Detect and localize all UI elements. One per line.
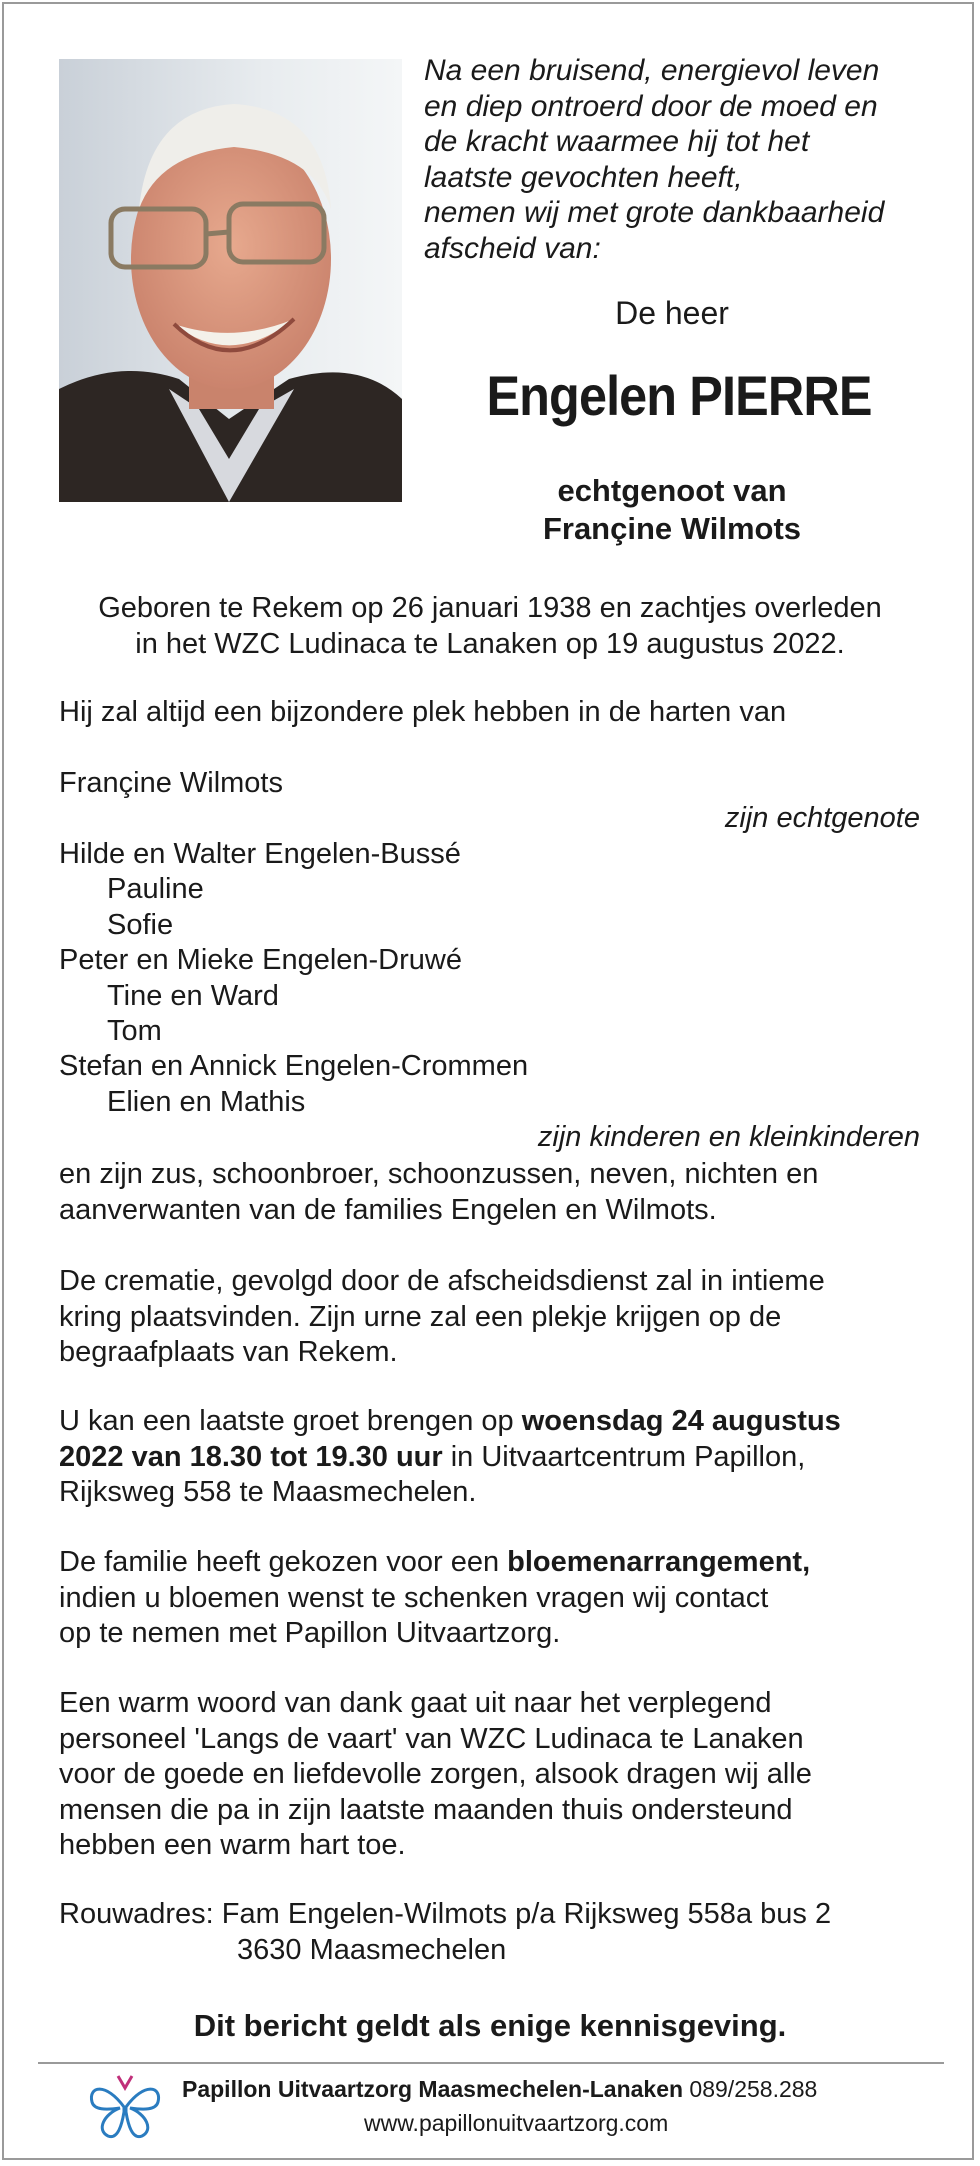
intro-line: nemen wij met grote dankbaarheid [424, 196, 885, 229]
family-list [59, 837, 528, 1120]
intro-text [424, 53, 944, 266]
visit-date: woensdag 24 augustus [521, 1405, 841, 1437]
intro-line: de kracht waarmee hij tot het [424, 125, 810, 158]
footer-company-line [182, 2076, 817, 2103]
grandchild: Tine en Ward [107, 979, 279, 1012]
relatives-line: en zijn zus, schoonbroer, schoonzussen, neven, nichten en [59, 1158, 819, 1190]
mourning-address [59, 1897, 939, 1968]
butterfly-logo-icon [86, 2072, 164, 2142]
grandchild: Tom [107, 1015, 162, 1048]
visit-text [59, 1404, 939, 1511]
address-city: 3630 Maasmechelen [237, 1933, 507, 1966]
flowers-line: indien u bloemen wenst te schenken vragen wij contact [59, 1581, 769, 1614]
thanks-line: personeel 'Langs de vaart' van WZC Ludinaca te Lanaken [59, 1722, 804, 1755]
thanks-line: hebben een warm hart toe. [59, 1829, 406, 1861]
visit-time: 2022 van 18.30 tot 19.30 uur [59, 1440, 443, 1473]
death-line: in het WZC Ludinaca te Lanaken op 19 augustus 2022. [135, 628, 845, 660]
intro-line: laatste gevochten heeft, [424, 160, 743, 194]
spouse-entry-text: Françine Wilmots [59, 767, 283, 799]
spouse-name: Françine Wilmots [542, 511, 802, 546]
deceased-name: Engelen PIERRE [486, 364, 872, 427]
flowers-text-part: De familie heeft gekozen voor een [59, 1546, 508, 1578]
cremation-line: De crematie, gevolgd door de afscheidsdienst zal in intieme [59, 1265, 825, 1297]
visit-address: Rijksweg 558 te Maasmechelen. [59, 1476, 477, 1508]
spouse-entry [59, 766, 939, 802]
intro-line: Na een bruisend, energievol leven [424, 54, 880, 87]
flowers-keyword: bloemenarrangement, [507, 1546, 811, 1578]
thanks-text [59, 1686, 939, 1864]
heart-line [59, 695, 939, 731]
relatives-text [59, 1157, 939, 1228]
thanks-line: Een warm woord van dank gaat uit naar het verplegend [59, 1687, 772, 1719]
footer-divider [38, 2062, 944, 2064]
birth-death-info [40, 590, 940, 662]
heart-line-text: Hij zal altijd een bijzondere plek hebben in de harten van [59, 696, 787, 728]
salutation: De heer [615, 295, 729, 331]
visit-text-part: U kan een laatste groet brengen op [59, 1405, 522, 1437]
flowers-line: op te nemen met Papillon Uitvaartzorg. [59, 1617, 561, 1649]
grandchild: Sofie [107, 908, 174, 941]
thanks-line: mensen die pa in zijn laatste maanden thuis ondersteund [59, 1793, 793, 1826]
flowers-text [59, 1545, 939, 1652]
closing-statement: Dit bericht geldt als enige kennisgeving. [193, 2008, 787, 2043]
address-line: Rouwadres: Fam Engelen-Wilmots p/a Rijksweg 558a bus 2 [59, 1898, 832, 1930]
intro-line: afscheid van: [424, 231, 601, 265]
children-role: zijn kinderen en kleinkinderen [537, 1121, 920, 1153]
spouse-role: zijn echtgenote [724, 802, 920, 834]
family-member: Stefan en Annick Engelen-Crommen [59, 1050, 529, 1083]
grandchild: Pauline [107, 873, 204, 906]
cremation-line: begraafplaats van Rekem. [59, 1336, 398, 1368]
visit-location: in Uitvaartcentrum Papillon, [442, 1440, 806, 1473]
family-member: Peter en Mieke Engelen-Druwé [59, 944, 462, 977]
birth-line: Geboren te Rekem op 26 januari 1938 en zachtjes overleden [98, 592, 882, 624]
spouse-of-label: echtgenoot van [557, 473, 787, 508]
relatives-line: aanverwanten van de families Engelen en Wilmots. [59, 1193, 717, 1226]
grandchild: Elien en Mathis [107, 1085, 306, 1118]
thanks-line: voor de goede en liefdevolle zorgen, alsook dragen wij alle [59, 1758, 812, 1790]
cremation-line: kring plaatsvinden. Zijn urne zal een plekje krijgen op de [59, 1300, 782, 1333]
company-website[interactable]: www.papillonuitvaartzorg.com [364, 2110, 669, 2136]
portrait-photo [59, 59, 402, 502]
family-member: Hilde en Walter Engelen-Bussé [59, 838, 461, 870]
intro-line: en diep ontroerd door de moed en [424, 89, 878, 123]
cremation-text [59, 1264, 939, 1371]
company-phone: 089/258.288 [683, 2076, 818, 2102]
company-name: Papillon Uitvaartzorg Maasmechelen-Lanaken [182, 2076, 684, 2102]
spouse-heading [424, 472, 920, 548]
